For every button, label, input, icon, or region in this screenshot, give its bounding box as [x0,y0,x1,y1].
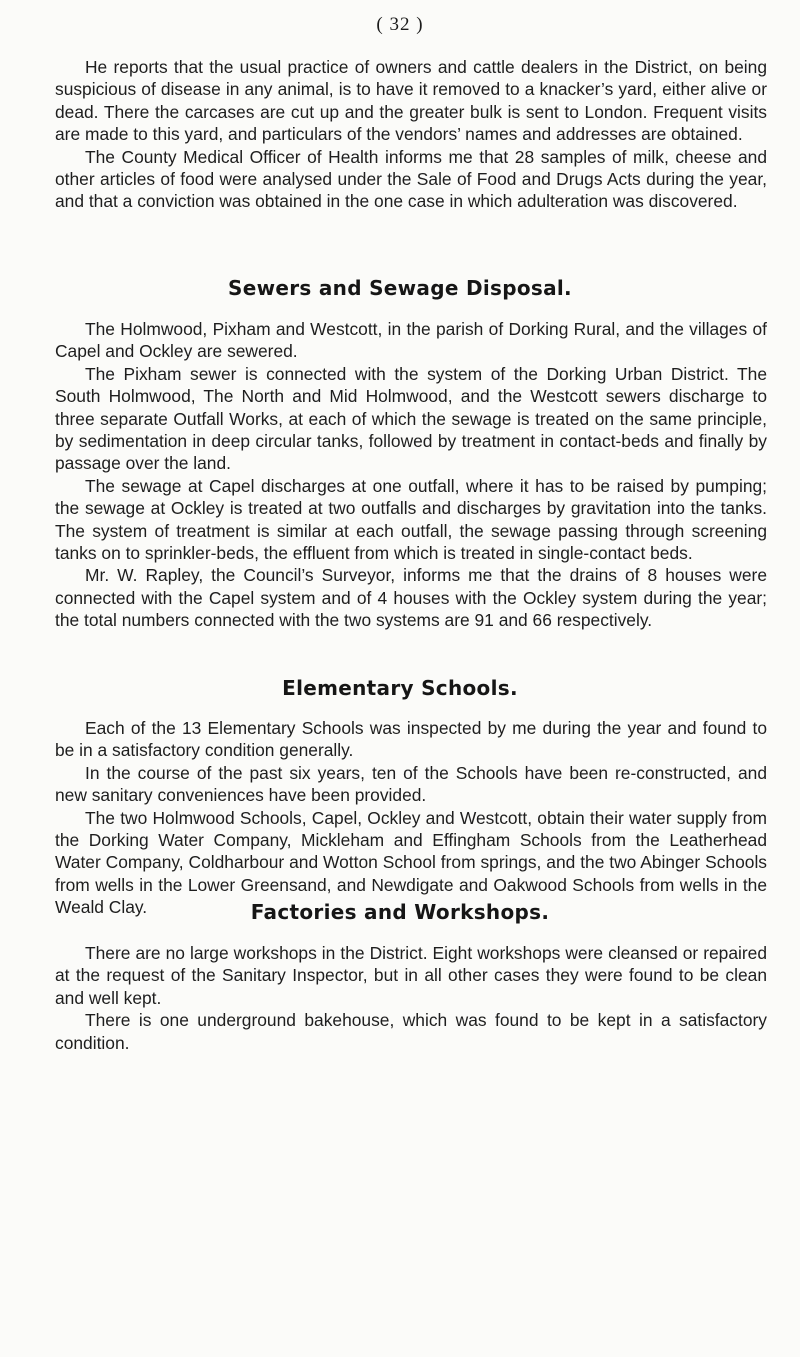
intro-section [55,56,767,213]
paragraph: The two Holmwood Schools, Capel, Ockley and Westcott, obtain their water supply from the Dorking Water Company, Mickleham and Effingham Schools from the Leatherhead Water Company, Coldharbour and Wotton School from springs, and the two Abinger Schools from wells in the Lower Greensand, and Newdigate and Oakwood Schools from wells in the Weald Clay. [55,807,767,918]
paragraph: There is one underground bakehouse, which was found to be kept in a satisfactory condition. [55,1010,767,1053]
paragraph: The County Medical Officer of Health informs me that 28 samples of milk, cheese and other articles of food were analysed under the Sale of Food and Drugs Acts during the year, and that a conviction was obtained in the one case in which adulteration was discovered. [55,146,767,212]
section-heading-factories: Factories and Workshops. [250,900,550,924]
paragraph: Mr. W. Rapley, the Council’s Surveyor, informs me that the drains of 8 houses were connected with the Capel system and of 4 houses with the Ockley system during the year; the total numbers connected with the two systems are 91 and 66 respectively. [55,565,767,631]
paragraph: In the course of the past six years, ten of the Schools have been re-constructed, and new sanitary conveniences have been provided. [55,762,767,806]
paragraph: The Holmwood, Pixham and Westcott, in the parish of Dorking Rural, and the villages of Capel and Ockley are sewered. [55,319,767,362]
paragraph: There are no large workshops in the District. Eight workshops were cleansed or repaired at the request of the Sanitary Inspector, but in all other cases they were found to be clean and well kept. [55,943,767,1008]
paragraph: The sewage at Capel discharges at one outfall, where it has to be raised by pumping; the sewage at Ockley is treated at two outfalls and discharges by gravitation into the tanks. The system of treatment is similar at each outfall, the sewage passing through screening tanks on to sprinkler-beds, the effluent from which is treated in single-contact beds. [55,475,767,564]
paragraph: The Pixham sewer is connected with the system of the Dorking Urban District. The South Holmwood, The North and Mid Holmwood, and the Westcott sewers discharge to three separate Outfall Works, at each of which the sewage is treated on the same principle, by sedimentation in deep circular tanks, followed by treatment in contact-beds and finally by passage over the land. [55,363,767,474]
sewers-section [55,318,767,632]
section-heading-sewers: Sewers and Sewage Disposal. [228,276,572,300]
factories-section [55,942,767,1054]
paragraph: Each of the 13 Elementary Schools was inspected by me during the year and found to be in a satisfactory condition generally. [55,718,767,761]
paragraph: He reports that the usual practice of owners and cattle dealers in the District, on being suspicious of disease in any animal, is to have it removed to a knacker’s yard, either alive or dead. There the carcases are cut up and the greater bulk is sent to London. Frequent visits are made to this yard, and particulars of the vendors’ names and addresses are obtained. [55,57,767,145]
page-number: ( 32 ) [376,14,424,35]
section-heading-schools: Elementary Schools. [282,676,518,700]
schools-section [55,717,767,919]
